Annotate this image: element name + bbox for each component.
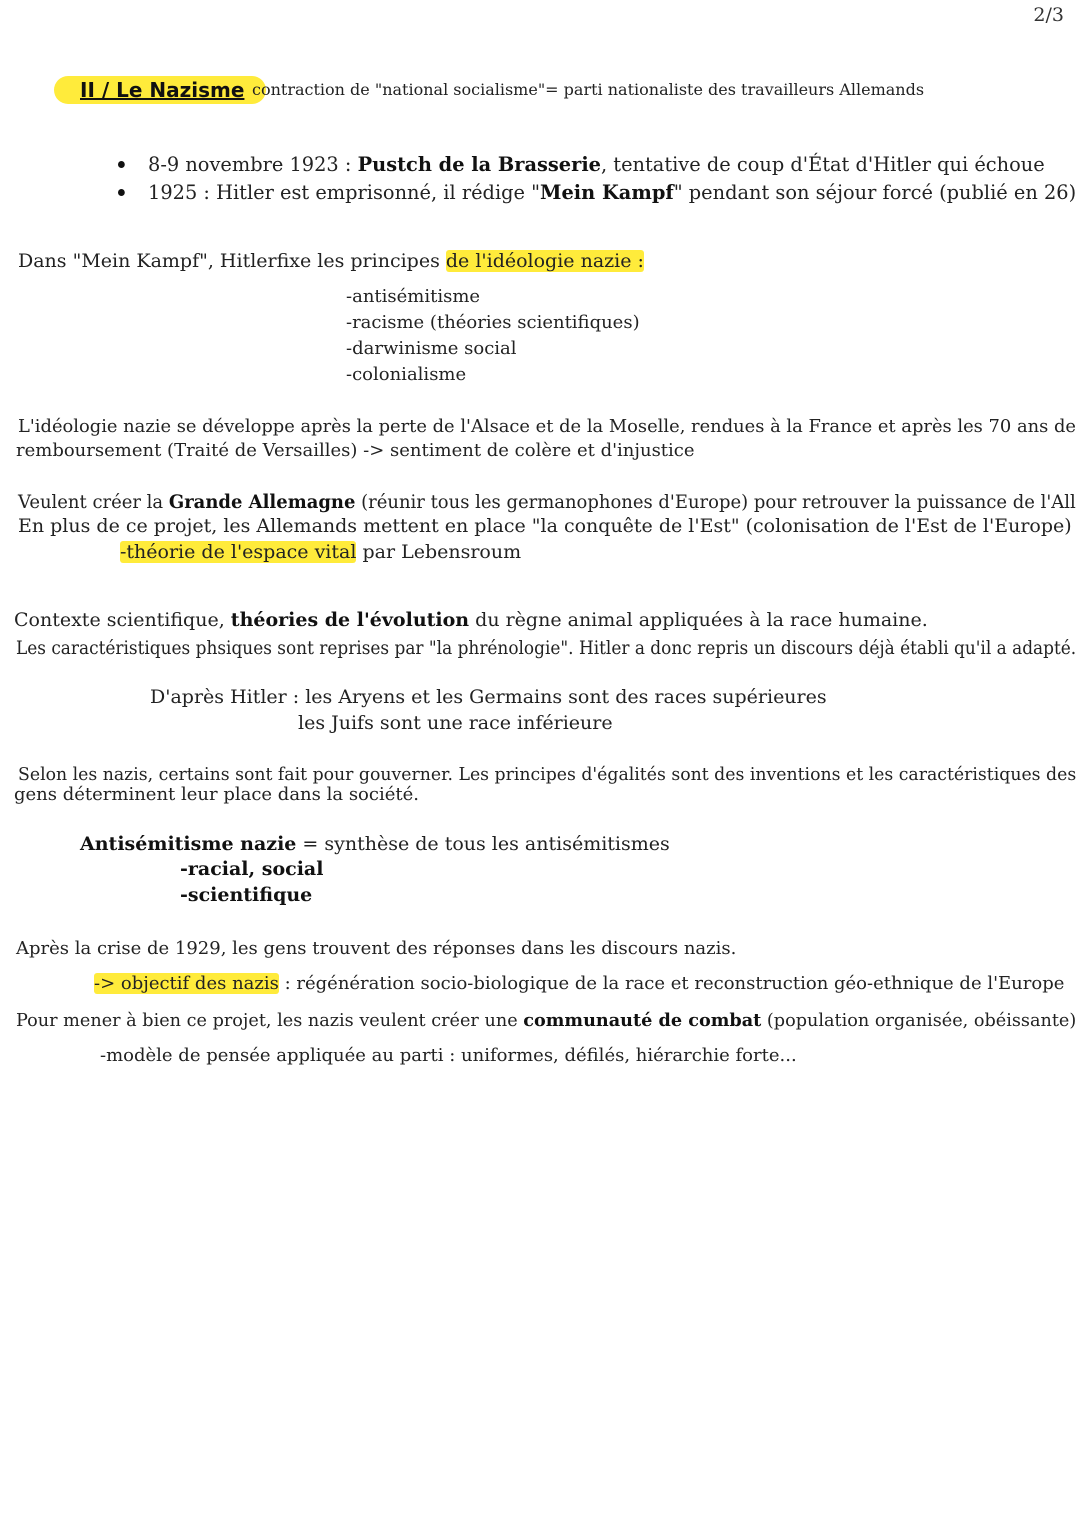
science-line-1: Contexte scientifique, théories de l'évolution du règne animal appliquées à la race humaine. bbox=[14, 609, 928, 631]
list-item: -antisémitisme bbox=[346, 286, 481, 307]
objectif-highlight: -> objectif des nazis bbox=[94, 973, 279, 994]
bullet-icon bbox=[118, 161, 125, 168]
list-item: -darwinisme social bbox=[346, 338, 517, 359]
selon-line-2: gens déterminent leur place dans la société. bbox=[14, 784, 419, 805]
espace-vital-highlight: -théorie de l'espace vital bbox=[120, 541, 357, 563]
list-item: -colonialisme bbox=[346, 364, 467, 385]
title-note: contraction de "national socialisme"= parti nationaliste des travailleurs Allemands bbox=[252, 80, 925, 99]
events-list bbox=[118, 150, 1076, 206]
crisis-line-1: Après la crise de 1929, les gens trouvent des réponses dans les discours nazis. bbox=[16, 938, 737, 959]
ideology-highlight: de l'idéologie nazie : bbox=[445, 250, 644, 272]
crisis-line-4: -modèle de pensée appliquée au parti : uniformes, défilés, hiérarchie forte... bbox=[100, 1045, 797, 1066]
list-item: 1925 : Hitler est emprisonné, il rédige "Mein Kampf" pendant son séjour forcé (publié en 26) bbox=[118, 178, 1076, 206]
context-line-2: remboursement (Traité de Versailles) -> sentiment de colère et d'injustice bbox=[16, 440, 695, 461]
science-line-2: Les caractéristiques phsiques sont reprises par "la phrénologie". Hitler a donc repris un discours déjà établi qu'il a adapté. bbox=[16, 637, 1077, 659]
grande-allemagne-line-1: Veulent créer la Grande Allemagne (réunir tous les germanophones d'Europe) pour retrouver la puissance de l'All bbox=[18, 491, 1076, 513]
bullet-icon bbox=[118, 189, 125, 196]
crisis-line-2: -> objectif des nazis : régénération socio-biologique de la race et reconstruction géo-ethnique de l'Europe bbox=[94, 973, 1065, 994]
races-line-1: D'après Hitler : les Aryens et les Germains sont des races supérieures bbox=[150, 686, 827, 708]
list-item: 8-9 novembre 1923 : Pustch de la Brasserie, tentative de coup d'État d'Hitler qui échoue bbox=[118, 150, 1076, 178]
ideology-intro: Dans "Mein Kampf", Hitlerfixe les principes de l'idéologie nazie : bbox=[18, 250, 644, 272]
page-number: 2/3 bbox=[1033, 4, 1064, 26]
antisemitism-item: -racial, social bbox=[180, 858, 324, 880]
grande-allemagne-line-3: -théorie de l'espace vital par Lebensroum bbox=[120, 541, 522, 563]
context-line-1: L'idéologie nazie se développe après la perte de l'Alsace et de la Moselle, rendues à la France et après les 70 ans de bbox=[18, 416, 1076, 437]
grande-allemagne-line-2: En plus de ce projet, les Allemands mettent en place "la conquête de l'Est" (colonisation de l'Est de l'Europe) bbox=[18, 515, 1072, 537]
crisis-line-3: Pour mener à bien ce projet, les nazis veulent créer une communauté de combat (population organisée, obéissante) bbox=[16, 1010, 1077, 1031]
section-title bbox=[54, 76, 266, 104]
antisemitism-item: -scientifique bbox=[180, 884, 313, 906]
races-line-2: les Juifs sont une race inférieure bbox=[298, 712, 613, 734]
list-item: -racisme (théories scientifiques) bbox=[346, 312, 640, 333]
ideology-list bbox=[346, 284, 640, 388]
antisemitism-heading: Antisémitisme nazie = synthèse de tous les antisémitismes bbox=[80, 833, 670, 855]
selon-line-1: Selon les nazis, certains sont fait pour gouverner. Les principes d'égalités sont des inventions et les caractéristiques des bbox=[18, 764, 1077, 785]
section-title-text: II / Le Nazisme bbox=[80, 78, 245, 102]
